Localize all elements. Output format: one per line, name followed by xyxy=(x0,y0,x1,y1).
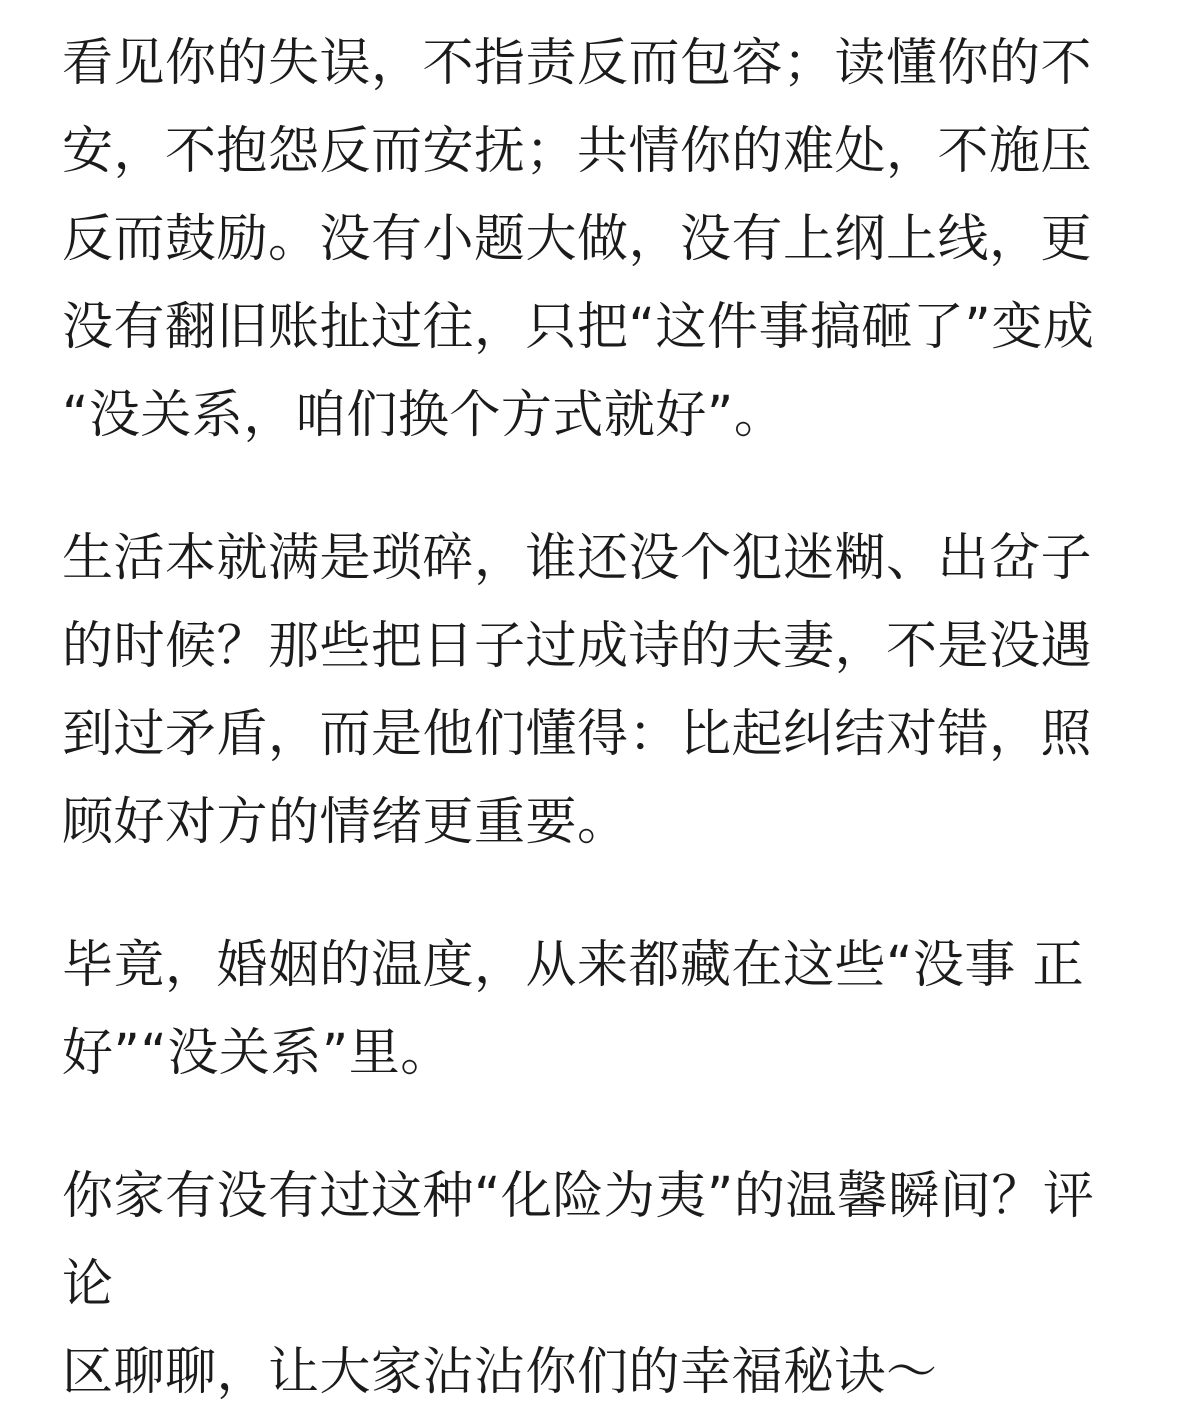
paragraph-3: 毕竟，婚姻的温度，从来都藏在这些“没事 正 好”“没关系”里。 xyxy=(62,936,1085,1083)
paragraph-4: 你家有没有过这种“化险为夷”的温馨瞬间？评论 区聊聊，让大家沾沾你们的幸福秘诀～ xyxy=(62,1167,1095,1402)
paragraph-1: 看见你的失误，不指责反而包容；读懂你的不 安，不抱怨反而安抚；共情你的难处，不施压 反而鼓励。没有小题大做，没有上纲上线，更 没有翻旧账扯过往，只把“这件事搞砸了”变成 “没关系，咱们换个方式就好”。 xyxy=(62,34,1095,445)
paragraph-2: 生活本就满是琐碎，谁还没个犯迷糊、出岔子 的时候？那些把日子过成诗的夫妻，不是没遇 到过矛盾，而是他们懂得：比起纠结对错，照 顾好对方的情绪更重要。 xyxy=(62,529,1093,852)
